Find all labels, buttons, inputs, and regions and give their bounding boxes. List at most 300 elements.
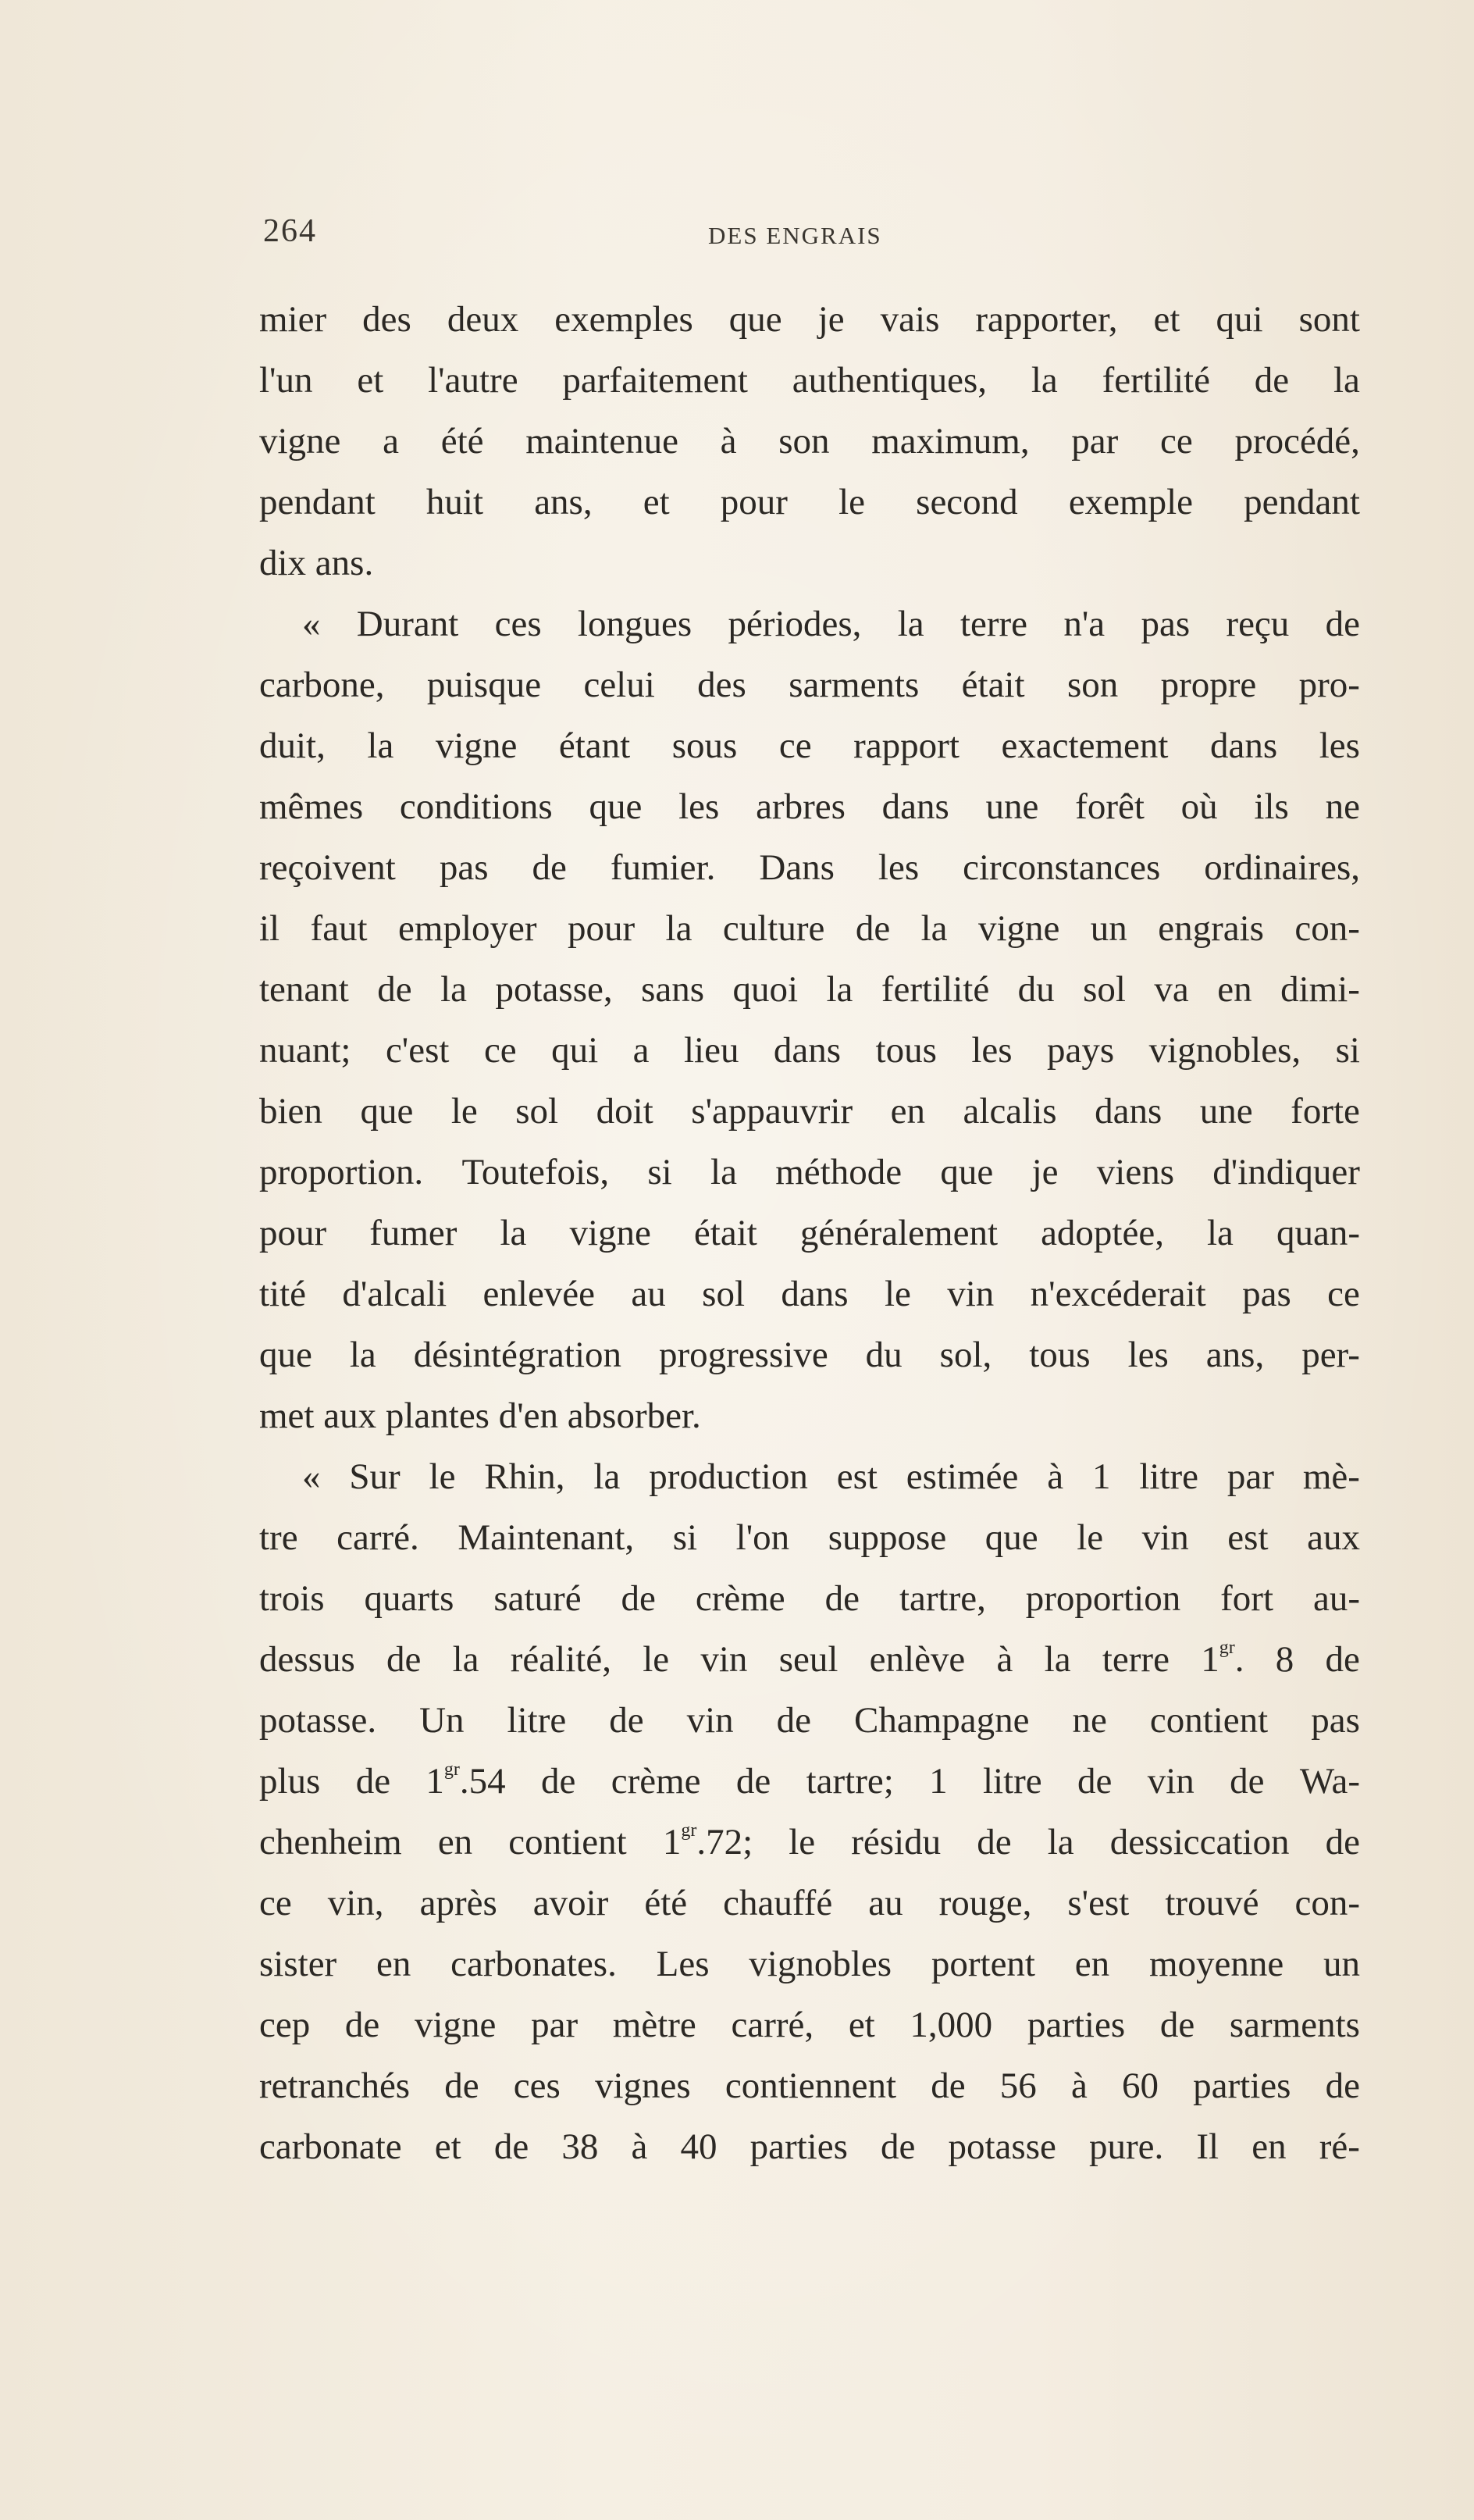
word: a [383,421,399,462]
word: mêmes [259,786,364,827]
word: de [855,908,891,949]
word: fertilité [881,969,990,1010]
word: « [302,604,321,644]
word: tous [1029,1335,1091,1375]
page-header [263,212,1364,259]
word: sister [259,1944,337,1984]
text-line [259,776,1360,837]
word: con- [1294,1883,1360,1923]
word: nuant; [259,1030,351,1071]
word: que [589,786,643,827]
text-line [259,289,1360,350]
word: de [1159,2005,1195,2045]
word: un [1323,1944,1360,1984]
word: mètre [612,2005,696,2045]
word: 1,000 [910,2005,993,2045]
word: tartre, [899,1578,986,1619]
word: carbonate [259,2126,402,2167]
word: après [419,1883,497,1923]
word: en [1074,1944,1110,1984]
word: si [672,1517,698,1558]
word: litre [982,1761,1042,1802]
word: fumer [369,1213,458,1253]
word: vignobles, [1148,1030,1301,1071]
word: doit [596,1091,653,1132]
word: le [838,482,866,522]
word: exemples [554,299,693,340]
word: progressive [659,1335,828,1375]
word: vin [700,1639,748,1680]
word: la [367,725,394,766]
word: parties [1027,2005,1126,2045]
word: exemple [1068,482,1194,522]
word: ordinaires, [1204,847,1360,888]
word: dans [781,1274,849,1314]
word: maintenue [525,421,678,462]
word: pour [259,1213,327,1253]
word: mè- [1302,1456,1360,1497]
word: Wa- [1299,1761,1360,1802]
word: est [836,1456,878,1497]
word: le [884,1274,911,1314]
word: pays [1047,1030,1115,1071]
word: désintégration [413,1335,622,1375]
word: fertilité [1102,360,1210,401]
word: dimi- [1280,969,1360,1010]
word: ce [483,1030,517,1071]
page-number: 264 [263,213,317,249]
word: l'un [259,360,313,401]
text-line [259,1081,1360,1142]
word: sol [515,1091,559,1132]
word: Dans [759,847,835,888]
word: des [362,299,411,340]
word: 60 [1121,2066,1159,2106]
word: sont [1298,299,1360,340]
word: vigne [977,908,1060,949]
text-line [259,1629,1360,1690]
word: avoir [532,1883,609,1923]
text-line [259,1873,1360,1934]
word: circonstances [963,847,1161,888]
word: deux [447,299,519,340]
word: pas [1141,604,1191,644]
word: terre [1102,1639,1170,1680]
word: forêt [1075,786,1145,827]
word: étant [558,725,631,766]
word: je [817,299,845,340]
word: pas [1242,1274,1291,1314]
word: le [429,1456,456,1497]
word: et [357,360,384,401]
word: vin, [327,1883,384,1923]
word: potasse [948,2126,1056,2167]
text-line [259,472,1360,533]
word: pro- [1298,665,1360,705]
word: vigne [435,725,518,766]
word: puisque [426,665,542,705]
word: vignobles [749,1944,892,1984]
word: le [643,1639,670,1680]
word: enlevée [482,1274,596,1314]
body-text [259,289,1360,2177]
word: seul [778,1639,838,1680]
word: vin [1147,1761,1195,1802]
word: où [1180,786,1218,827]
word: d'indiquer [1212,1152,1360,1192]
word: sol [702,1274,746,1314]
text-line [259,1690,1360,1751]
word: carré. [336,1517,419,1558]
word: « [302,1456,321,1497]
word: quarts [364,1578,454,1619]
word: la [1207,1213,1234,1253]
word: va [1154,969,1189,1010]
word: tre [259,1517,298,1558]
word: $1^{gr}.54$ [425,1759,506,1802]
word: fumier. [610,847,716,888]
word: engrais [1158,908,1264,949]
word: sous [671,725,738,766]
text-line: dix ans. [259,543,374,583]
word: carré, [731,2005,814,2045]
word: 38 [561,2126,599,2167]
word: culture [722,908,825,949]
word: vignes [594,2066,691,2106]
text-line [259,1203,1360,1264]
word: Un [419,1700,465,1741]
word: la [452,1639,479,1680]
word: que [360,1091,414,1132]
text-line [259,898,1360,959]
word: la [1044,1639,1071,1680]
word: la [826,969,853,1010]
word: était [961,665,1025,705]
word: de [1325,1822,1360,1862]
word: duit, [259,725,326,766]
word: portent [931,1944,1035,1984]
word: à [720,421,737,462]
word: suppose [828,1517,947,1558]
word: de [1325,2066,1360,2106]
word: retranchés [259,2066,411,2106]
word: par [531,2005,579,2045]
word: des [697,665,746,705]
word: viens [1096,1152,1174,1192]
word: crème [695,1578,785,1619]
word: qui [1216,299,1263,340]
word: parties [749,2126,848,2167]
word: chauffé [723,1883,833,1923]
word: à [1047,1456,1064,1497]
word: vigne [569,1213,651,1253]
word: pour [720,482,788,522]
word: au [868,1883,903,1923]
word: les [678,786,720,827]
word: conditions [399,786,553,827]
word: de [1230,1761,1265,1802]
word: ils [1254,786,1289,827]
word: employer [398,908,537,949]
word: sarments [789,665,920,705]
word: trois [259,1578,325,1619]
word: de [977,1822,1012,1862]
word: pendant [259,482,376,522]
word: en [890,1091,926,1132]
word: bien [259,1091,322,1132]
word: que [259,1335,312,1375]
word: parties [1193,2066,1291,2106]
word: et [643,482,670,522]
word: enlève [869,1639,966,1680]
word: de [735,1761,771,1802]
word: sans [641,969,705,1010]
word: ce [1160,421,1193,462]
word: 56 [999,2066,1037,2106]
word: vin [947,1274,995,1314]
word: les [971,1030,1013,1071]
word: la [920,908,948,949]
word: de [541,1761,576,1802]
word: maximum, [871,421,1030,462]
text-line [259,1812,1360,1873]
word: litre [1139,1456,1199,1497]
word: pas [439,847,489,888]
word: une [985,786,1039,827]
text-line [259,2055,1360,2116]
word: réalité, [510,1639,611,1680]
word: les [878,847,920,888]
word: une [1199,1091,1253,1132]
word: la [1047,1822,1074,1862]
word: n'excéderait [1030,1274,1206,1314]
word: mier [259,299,327,340]
word: par [1227,1456,1274,1497]
word: méthode [775,1152,903,1192]
word: faut [310,908,368,949]
word: ce [778,725,812,766]
text-line [259,1324,1360,1385]
word: généralement [799,1213,999,1253]
word: de [1325,604,1360,644]
word: il [259,908,280,949]
word: proportion [1025,1578,1181,1619]
word: n'a [1063,604,1106,644]
word: du [865,1335,903,1375]
word: saturé [493,1578,582,1619]
word: per- [1301,1335,1360,1375]
word: quoi [732,969,799,1010]
text-line [259,837,1360,898]
word: alcalis [963,1091,1057,1132]
word: c'est [385,1030,450,1071]
word: forte [1291,1091,1360,1132]
word: Sur [349,1456,401,1497]
word: été [440,421,484,462]
word: sarments [1229,2005,1360,2045]
word: rapport [853,725,960,766]
word: reçoivent [259,847,396,888]
word: de [931,2066,966,2106]
word: Champagne [853,1700,1030,1741]
word: en [1251,2126,1287,2167]
word: que [728,299,782,340]
word: les [1319,725,1360,766]
word: la [440,969,468,1010]
word: la [1333,360,1360,401]
word: de [1325,1639,1360,1680]
word: ce [259,1883,292,1923]
word: Maintenant, [458,1517,635,1558]
word: de [386,1639,422,1680]
word: à [996,1639,1013,1680]
word: au- [1312,1578,1360,1619]
word: ces [513,2066,561,2106]
text-line [259,593,1360,654]
word: pas [1311,1700,1360,1741]
word: authentiques, [792,360,988,401]
text-line [259,1994,1360,2055]
text-line [259,1934,1360,1994]
word: de [355,1761,391,1802]
word: dans [881,786,949,827]
word: tous [875,1030,937,1071]
word: à [631,2126,648,2167]
word: sol [1083,969,1126,1010]
word: potasse, [495,969,613,1010]
word: 8 [1275,1639,1294,1680]
word: un [1090,908,1127,949]
word: lieu [683,1030,739,1071]
word: ans, [534,482,593,522]
text-line [259,1020,1360,1081]
word: aux [1307,1517,1360,1558]
word: de [532,847,567,888]
word: Durant [356,604,459,644]
word: ne [1325,786,1360,827]
word: périodes, [728,604,862,644]
word: parfaitement [562,360,748,401]
word: $1^{gr}$. [1201,1638,1244,1680]
word: vigne [414,2005,497,2045]
word: reçu [1226,604,1290,644]
word: Il [1196,2126,1219,2167]
word: et [434,2126,461,2167]
word: 40 [680,2126,717,2167]
word: de [621,1578,656,1619]
word: 1 [1091,1456,1111,1497]
word: son [1066,665,1119,705]
word: quan- [1276,1213,1360,1253]
word: la [349,1335,376,1375]
word: tenant [259,969,349,1010]
word: Toutefois, [461,1152,610,1192]
word: de [824,1578,860,1619]
word: second [916,482,1018,522]
word: de [493,2126,529,2167]
word: vigne [259,421,341,462]
text-line [259,1751,1360,1812]
word: exactement [1001,725,1169,766]
word: arbres [756,786,846,827]
word: les [1127,1335,1169,1375]
word: pure. [1088,2126,1164,2167]
word: que [984,1517,1038,1558]
word: résidu [851,1822,942,1862]
word: la [593,1456,621,1497]
word: rapporter, [975,299,1118,340]
text-line [259,1264,1360,1324]
word: en [437,1822,473,1862]
word: de [609,1700,644,1741]
word: au [631,1274,666,1314]
word: carbone, [259,665,385,705]
word: tartre; [806,1761,894,1802]
word: cep [259,2005,311,2045]
word: de [1254,360,1290,401]
word: le [1077,1517,1104,1558]
word: production [649,1456,808,1497]
word: proportion. [259,1152,424,1192]
word: moyenne [1148,1944,1284,1984]
word: été [644,1883,688,1923]
word: en [1217,969,1252,1010]
word: contient [508,1822,627,1862]
word: la [665,908,692,949]
word: 1 [929,1761,948,1802]
text-line: met aux plantes d'en absorber. [259,1395,701,1436]
word: pour [567,908,636,949]
word: tité [259,1274,307,1314]
word: de [1077,1761,1113,1802]
word: terre [960,604,1028,644]
word: ré- [1319,2126,1360,2167]
word: vais [880,299,940,340]
word: la [710,1152,737,1192]
word: a [632,1030,650,1071]
word: estimée [906,1456,1019,1497]
word: huit [425,482,484,522]
word: litre [507,1700,567,1741]
word: ne [1072,1700,1107,1741]
word: du [1017,969,1055,1010]
word: fort [1220,1578,1274,1619]
word: et [1153,299,1180,340]
word: qui [551,1030,599,1071]
word: $1^{gr}.72$; [662,1820,753,1862]
word: ans, [1205,1335,1265,1375]
word: dans [1095,1091,1162,1132]
word: d'alcali [342,1274,447,1314]
word: potasse. [259,1700,377,1741]
text-line [259,654,1360,715]
word: s'appauvrir [691,1091,853,1132]
word: propre [1160,665,1257,705]
word: trouvé [1165,1883,1259,1923]
word: son [778,421,830,462]
text-line [259,959,1360,1020]
word: je [1031,1152,1059,1192]
word: est [1227,1517,1269,1558]
text-line [259,1568,1360,1629]
word: le [450,1091,478,1132]
word: était [693,1213,757,1253]
word: l'on [735,1517,790,1558]
word: ces [494,604,542,644]
word: si [647,1152,672,1192]
word: ce [1327,1274,1360,1314]
word: pendant [1244,482,1360,522]
